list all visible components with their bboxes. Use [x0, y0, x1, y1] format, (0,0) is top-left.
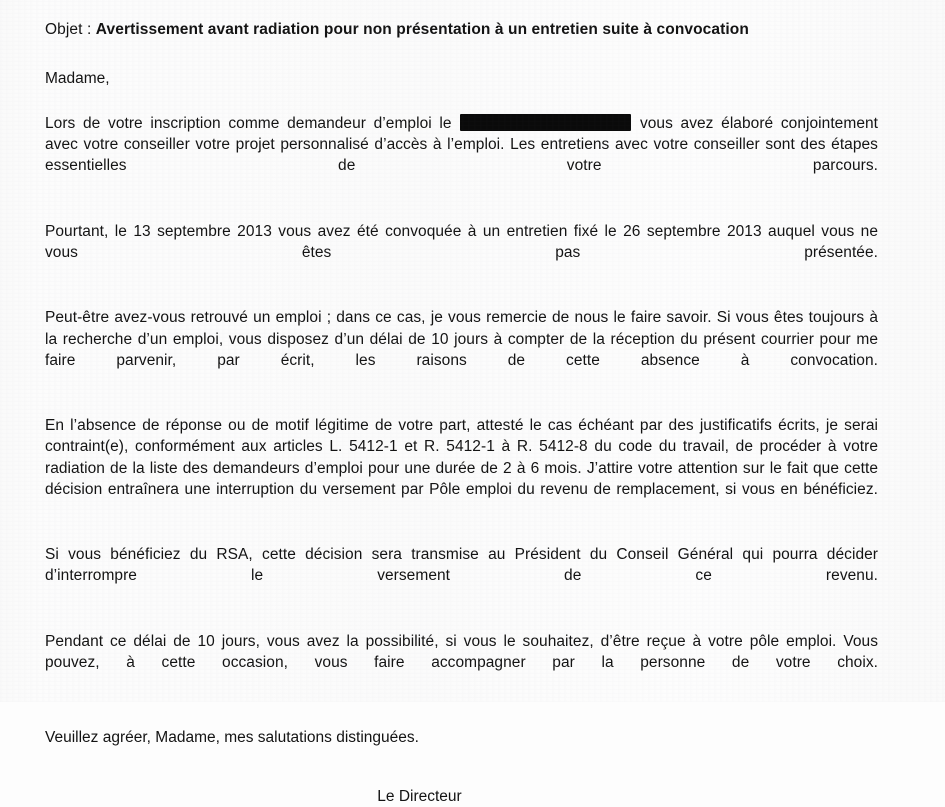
paragraph-text-before-redaction: Lors de votre inscription comme demandeur d’emploi le — [45, 115, 452, 132]
letter-body — [45, 20, 878, 807]
salutation: Madame, — [45, 70, 110, 87]
paragraph-text-after-redaction: vous avez élaboré conjointement avec votre conseiller votre projet personnalisé d’accès à l’emploi. Les entretiens avec votre conseiller sont des étapes essentielles de votre parcours. — [45, 115, 879, 175]
subject-line — [45, 20, 878, 40]
paragraph-delai: Peut-être avez-vous retrouvé un emploi ; dans ce cas, je vous remercie de nous le faire savoir. Si vous êtes toujours à la recherche d’un emploi, vous disposez d’un délai de 10 jours à compter de la réception du présent courrier pour me faire parvenir, par écrit, les raisons de cette absence à convocation. — [45, 309, 878, 369]
paragraph-rsa: Si vous bénéficiez du RSA, cette décision sera transmise au Président du Conseil Général qui pourra décider d’interrompre le versement de ce revenu. — [45, 546, 878, 585]
redaction-block — [460, 114, 631, 131]
paragraph-inscription — [45, 113, 878, 198]
paragraph-entretien-possible: Pendant ce délai de 10 jours, vous avez la possibilité, si vous le souhaitez, d’être reçue à votre pôle emploi. Vous pouvez, à cette occasion, vous faire accompagner par la personne de votre choix. — [45, 632, 878, 672]
subject-value: Avertissement avant radiation pour non présentation à un entretien suite à convocation — [95, 21, 749, 38]
paragraph-convocation: Pourtant, le 13 septembre 2013 vous avez été convoquée à un entretien fixé le 26 septembre 2013 auquel vous ne vous êtes pas présentée. — [45, 222, 878, 262]
paragraph-radiation: En l’absence de réponse ou de motif légitime de votre part, attesté le cas échéant par des justificatifs écrits, je serai contraint(e), conformément aux articles L. 5412-1 et R. 5412-1 à R. 5412-8 du code du travail, de procéder à votre radiation de la liste des demandeurs d’emploi pour une durée de 2 à 6 mois. J’attire votre attention sur le fait que cette décision entraînera une interruption du versement par Pôle emploi du revenu de remplacement, si vous en bénéficiez. — [45, 417, 878, 498]
subject-label: Objet : — [45, 21, 92, 38]
signature-line: Le Directeur — [377, 788, 462, 806]
closing-formula: Veuillez agréer, Madame, mes salutations distinguées. — [45, 729, 419, 747]
